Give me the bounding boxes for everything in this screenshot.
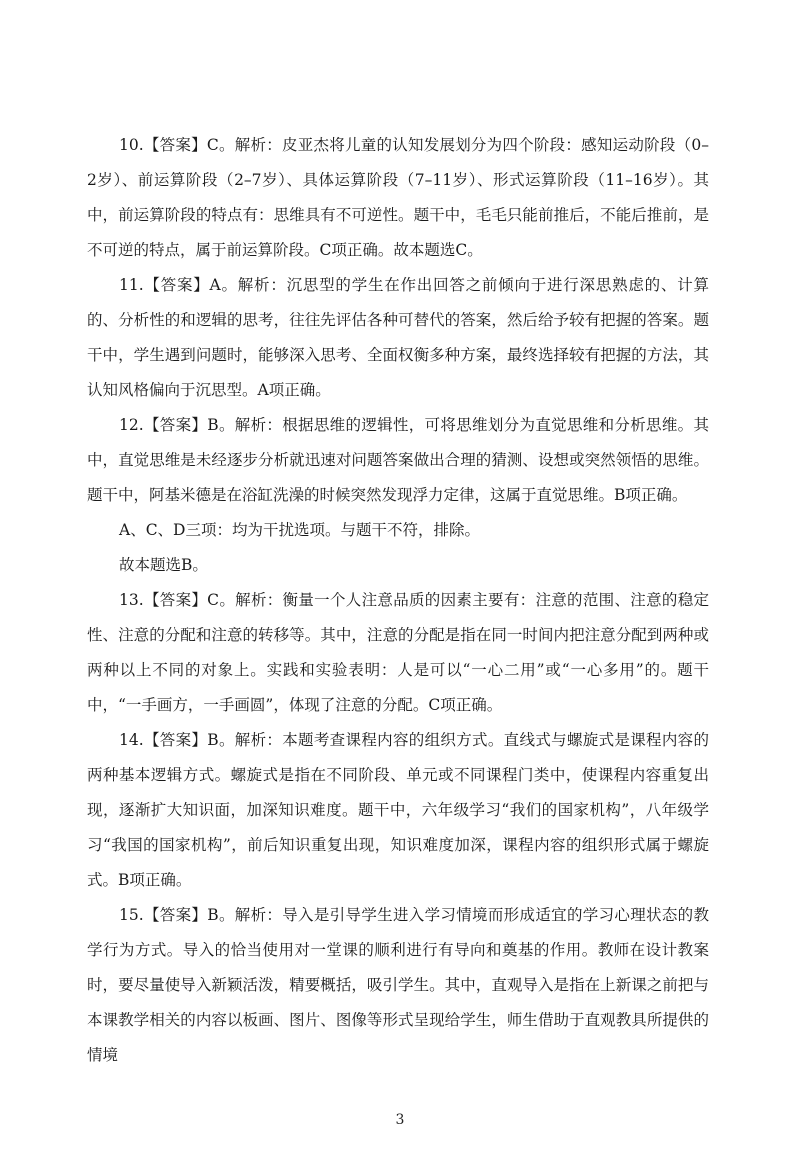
answer-paragraph-11: 11.【答案】A。解析：沉思型的学生在作出回答之前倾向于进行深思熟虑的、计算的、分析性的和逻辑的思考，往往先评估各种可替代的答案，然后给予较有把握的答案。题干中，学生遇到问题时，能够深入思考、全面权衡多种方案，最终选择较有把握的方法，其认知风格偏向于沉思型。A项正确。 (87, 276, 709, 399)
answer-paragraph-13: 13.【答案】C。解析：衡量一个人注意品质的因素主要有：注意的范围、注意的稳定性、注意的分配和注意的转移等。其中，注意的分配是指在同一时间内把注意分配到两种或两种以上不同的对象上。实践和实验表明：人是可以“一心二用”或“一心多用”的。题干中，“一手画方，一手画圆”，体现了注意的分配。C项正确。 (87, 591, 709, 714)
answer-paragraph-12: 12.【答案】B。解析：根据思维的逻辑性，可将思维划分为直觉思维和分析思维。其中，直觉思维是未经逐步分析就迅速对问题答案做出合理的猜测、设想或突然领悟的思维。题干中，阿基米德是在浴缸洗澡的时候突然发现浮力定律，这属于直觉思维。B项正确。 (87, 416, 709, 504)
document-body (87, 128, 709, 1073)
distractor-note-12: A、C、D三项：均为干扰选项。与题干不符，排除。 (119, 521, 480, 539)
answer-paragraph-14: 14.【答案】B。解析：本题考查课程内容的组织方式。直线式与螺旋式是课程内容的两种基本逻辑方式。螺旋式是指在不同阶段、单元或不同课程门类中，使课程内容重复出现，逐渐扩大知识面，加深知识难度。题干中，六年级学习“我们的国家机构”，八年级学习“我国的国家机构”，前后知识重复出现，知识难度加深，课程内容的组织形式属于螺旋式。B项正确。 (87, 731, 709, 889)
answer-paragraph-10: 10.【答案】C。解析：皮亚杰将儿童的认知发展划分为四个阶段：感知运动阶段（0–2岁）、前运算阶段（2–7岁）、具体运算阶段（7–11岁）、形式运算阶段（11–16岁）。其中，前运算阶段的特点有：思维具有不可逆性。题干中，毛毛只能前推后，不能后推前，是不可逆的特点，属于前运算阶段。C项正确。故本题选C。 (87, 136, 709, 259)
conclusion-12: 故本题选B。 (119, 556, 208, 574)
answer-paragraph-15: 15.【答案】B。解析：导入是引导学生进入学习情境而形成适宜的学习心理状态的教学行为方式。导入的恰当使用对一堂课的顺利进行有导向和奠基的作用。教师在设计教案时，要尽量使导入新颖活泼，精要概括，吸引学生。其中，直观导入是指在上新课之前把与本课教学相关的内容以板画、图片、图像等形式呈现给学生，师生借助于直观教具所提供的情境 (87, 906, 709, 1064)
page-number: 3 (395, 1112, 405, 1128)
